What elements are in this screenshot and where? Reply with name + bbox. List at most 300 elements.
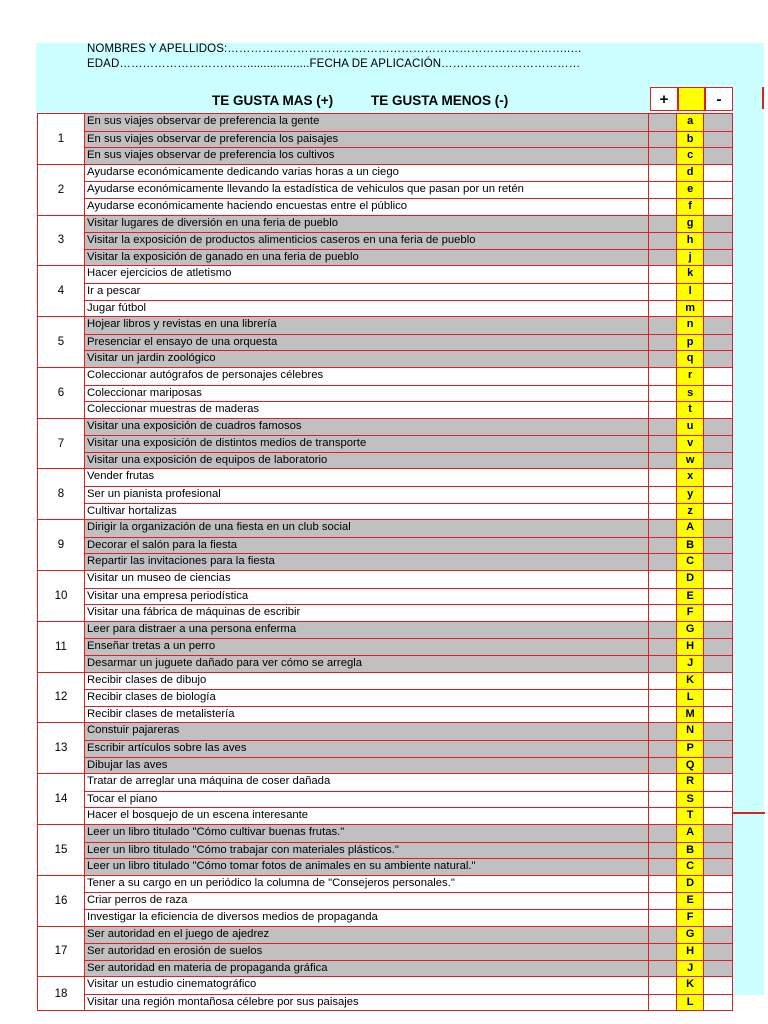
- minus-answer-cell[interactable]: [704, 402, 732, 418]
- minus-answer-cell[interactable]: [704, 825, 732, 842]
- minus-answer-cell[interactable]: [704, 317, 732, 334]
- option-letter: K: [677, 977, 704, 994]
- option-letter: J: [677, 961, 704, 977]
- option-letter: G: [677, 927, 704, 944]
- option-letter: D: [677, 571, 704, 588]
- minus-answer-cell[interactable]: [704, 250, 732, 266]
- plus-answer-cell[interactable]: [649, 961, 677, 977]
- minus-answer-cell[interactable]: [704, 504, 732, 520]
- group-number: 14: [38, 774, 85, 824]
- plus-answer-cell[interactable]: [649, 792, 677, 808]
- question-text: Constuir pajareras: [84, 723, 649, 740]
- question-group: [37, 570, 733, 622]
- question-text: Tratar de arreglar una máquina de coser dañada: [84, 774, 649, 791]
- option-letter: m: [677, 301, 704, 317]
- question-row: [84, 350, 732, 367]
- plus-answer-cell[interactable]: [649, 284, 677, 300]
- plus-column-header: +: [650, 87, 678, 111]
- question-row: [84, 114, 732, 131]
- option-letter: L: [677, 690, 704, 706]
- question-row: [84, 368, 732, 385]
- question-row: [84, 198, 732, 215]
- plus-answer-cell[interactable]: [649, 893, 677, 909]
- option-letter: B: [677, 843, 704, 859]
- question-row: [84, 774, 732, 791]
- minus-answer-cell[interactable]: [704, 673, 732, 690]
- minus-answer-cell[interactable]: [704, 589, 732, 605]
- group-number: 7: [38, 419, 85, 469]
- question-group: [37, 773, 733, 825]
- option-letter: c: [677, 148, 704, 164]
- question-text: Tener a su cargo en un periódico la columna de "Consejeros personales.": [84, 876, 649, 893]
- option-letter: H: [677, 639, 704, 655]
- plus-answer-cell[interactable]: [649, 825, 677, 842]
- column-heading-more: TE GUSTA MAS (+): [212, 93, 334, 108]
- minus-answer-cell[interactable]: [704, 368, 732, 385]
- question-text: Recibir clases de dibujo: [84, 673, 649, 690]
- question-row: [84, 622, 732, 639]
- minus-answer-cell[interactable]: [704, 927, 732, 944]
- option-letter: q: [677, 351, 704, 367]
- group-number: 3: [38, 216, 85, 266]
- group-number: 4: [38, 266, 85, 316]
- question-text: En sus viajes observar de preferencia los cultivos: [84, 148, 649, 164]
- plus-answer-cell[interactable]: [649, 453, 677, 469]
- question-text: Dirigir la organización de una fiesta en un club social: [84, 520, 649, 537]
- option-letter: C: [677, 554, 704, 570]
- plus-answer-cell[interactable]: [649, 148, 677, 164]
- plus-answer-cell[interactable]: [649, 419, 677, 436]
- question-text: Visitar lugares de diversión en una feria de pueblo: [84, 216, 649, 233]
- plus-answer-cell[interactable]: [649, 386, 677, 402]
- question-row: [84, 283, 732, 300]
- plus-answer-cell[interactable]: [649, 859, 677, 875]
- question-row: [84, 334, 732, 351]
- option-letter: n: [677, 317, 704, 334]
- plus-answer-cell[interactable]: [649, 995, 677, 1011]
- minus-answer-cell[interactable]: [704, 419, 732, 436]
- question-table: [37, 113, 733, 1011]
- question-text: Visitar una empresa periodística: [84, 589, 649, 605]
- group-number: 1: [38, 114, 85, 164]
- question-group: [37, 164, 733, 216]
- minus-answer-cell[interactable]: [704, 605, 732, 621]
- question-row: [84, 655, 732, 672]
- question-group: [37, 976, 733, 1011]
- question-group: [37, 824, 733, 876]
- plus-answer-cell[interactable]: [649, 808, 677, 824]
- minus-answer-cell[interactable]: [704, 351, 732, 367]
- minus-answer-cell[interactable]: [704, 216, 732, 233]
- question-group: [37, 418, 733, 470]
- plus-answer-cell[interactable]: [649, 351, 677, 367]
- question-text: Coleccionar autógrafos de personajes célebres: [84, 368, 649, 385]
- minus-answer-cell[interactable]: [704, 233, 732, 249]
- minus-column-header: -: [705, 87, 733, 111]
- option-letter: D: [677, 876, 704, 893]
- age-date-field-line[interactable]: EDAD……………………………...................FECHA DE APLICACIÓN………………………………: [87, 58, 581, 70]
- minus-answer-cell[interactable]: [704, 266, 732, 283]
- question-row: [84, 520, 732, 537]
- question-row: [84, 452, 732, 469]
- question-group: [37, 722, 733, 774]
- question-row: [84, 553, 732, 570]
- minus-answer-cell[interactable]: [704, 469, 732, 486]
- question-text: Visitar una fábrica de máquinas de escribir: [84, 605, 649, 621]
- group-number: 11: [38, 622, 85, 672]
- minus-answer-cell[interactable]: [704, 487, 732, 503]
- border-fragment: [762, 87, 764, 109]
- minus-answer-cell[interactable]: [704, 758, 732, 774]
- plus-answer-cell[interactable]: [649, 504, 677, 520]
- option-letter: f: [677, 199, 704, 215]
- question-text: Hacer el bosquejo de un escena interesante: [84, 808, 649, 824]
- option-letter: G: [677, 622, 704, 639]
- minus-answer-cell[interactable]: [704, 386, 732, 402]
- minus-answer-cell[interactable]: [704, 436, 732, 452]
- question-text: Visitar la exposición de ganado en una feria de pueblo: [84, 250, 649, 266]
- plus-answer-cell[interactable]: [649, 469, 677, 486]
- question-group: [37, 926, 733, 978]
- question-row: [84, 147, 732, 164]
- question-text: En sus viajes observar de preferencia la gente: [84, 114, 649, 131]
- question-row: [84, 181, 732, 198]
- option-letter: u: [677, 419, 704, 436]
- plus-answer-cell[interactable]: [649, 758, 677, 774]
- group-number: 17: [38, 927, 85, 977]
- question-row: [84, 757, 732, 774]
- plus-answer-cell[interactable]: [649, 605, 677, 621]
- minus-answer-cell[interactable]: [704, 520, 732, 537]
- question-row: [84, 673, 732, 690]
- minus-answer-cell[interactable]: [704, 774, 732, 791]
- plus-answer-cell[interactable]: [649, 368, 677, 385]
- question-row: [84, 791, 732, 808]
- option-letter: k: [677, 266, 704, 283]
- option-letter: t: [677, 402, 704, 418]
- plus-answer-cell[interactable]: [649, 723, 677, 740]
- question-row: [84, 165, 732, 182]
- question-text: Ser autoridad en materia de propaganda gráfica: [84, 961, 649, 977]
- group-number: 6: [38, 368, 85, 418]
- question-row: [84, 960, 732, 977]
- group-number: 16: [38, 876, 85, 926]
- question-text: Escribir artículos sobre las aves: [84, 741, 649, 757]
- option-letter: z: [677, 504, 704, 520]
- plus-answer-cell[interactable]: [649, 216, 677, 233]
- question-group: [37, 367, 733, 419]
- option-letter: e: [677, 182, 704, 198]
- minus-answer-cell[interactable]: [704, 808, 732, 824]
- question-text: Ayudarse económicamente dedicando varias horas a un ciego: [84, 165, 649, 182]
- question-group: [37, 316, 733, 368]
- question-text: Desarmar un juguete dañado para ver cómo se arregla: [84, 656, 649, 672]
- minus-answer-cell[interactable]: [704, 910, 732, 926]
- minus-answer-cell[interactable]: [704, 961, 732, 977]
- option-letter: A: [677, 825, 704, 842]
- plus-answer-cell[interactable]: [649, 690, 677, 706]
- question-text: Ser autoridad en erosión de suelos: [84, 944, 649, 960]
- plus-answer-cell[interactable]: [649, 487, 677, 503]
- plus-answer-cell[interactable]: [649, 538, 677, 554]
- plus-answer-cell[interactable]: [649, 132, 677, 148]
- option-letter: S: [677, 792, 704, 808]
- question-text: Coleccionar mariposas: [84, 386, 649, 402]
- option-letter: L: [677, 995, 704, 1011]
- minus-answer-cell[interactable]: [704, 859, 732, 875]
- question-row: [84, 638, 732, 655]
- letter-column-header: [678, 87, 705, 111]
- minus-answer-cell[interactable]: [704, 538, 732, 554]
- question-text: Ser un pianista profesional: [84, 487, 649, 503]
- question-row: [84, 943, 732, 960]
- question-row: [84, 401, 732, 418]
- question-text: Ir a pescar: [84, 284, 649, 300]
- option-letter: l: [677, 284, 704, 300]
- question-row: [84, 249, 732, 266]
- question-text: Leer un libro titulado "Cómo cultivar buenas frutas.": [84, 825, 649, 842]
- question-row: [84, 385, 732, 402]
- question-text: En sus viajes observar de preferencia los paisajes: [84, 132, 649, 148]
- option-letter: K: [677, 673, 704, 690]
- question-row: [84, 842, 732, 859]
- question-text: Recibir clases de biología: [84, 690, 649, 706]
- minus-answer-cell[interactable]: [704, 335, 732, 351]
- option-letter: H: [677, 944, 704, 960]
- question-row: [84, 537, 732, 554]
- question-text: Leer un libro titulado "Cómo tomar fotos de animales en su ambiente natural.": [84, 859, 649, 875]
- option-letter: N: [677, 723, 704, 740]
- group-number: 9: [38, 520, 85, 570]
- plus-answer-cell[interactable]: [649, 656, 677, 672]
- question-text: Leer para distraer a una persona enferma: [84, 622, 649, 639]
- plus-answer-cell[interactable]: [649, 673, 677, 690]
- plus-answer-cell[interactable]: [649, 589, 677, 605]
- option-letter: E: [677, 893, 704, 909]
- question-text: Ser autoridad en el juego de ajedrez: [84, 927, 649, 944]
- plus-answer-cell[interactable]: [649, 977, 677, 994]
- option-letter: Q: [677, 758, 704, 774]
- question-text: Hacer ejercicios de atletismo: [84, 266, 649, 283]
- plus-answer-cell[interactable]: [649, 639, 677, 655]
- question-row: [84, 486, 732, 503]
- question-row: [84, 909, 732, 926]
- minus-answer-cell[interactable]: [704, 554, 732, 570]
- question-group: [37, 113, 733, 165]
- plus-answer-cell[interactable]: [649, 182, 677, 198]
- border-fragment: [733, 812, 765, 814]
- plus-answer-cell[interactable]: [649, 266, 677, 283]
- option-letter: E: [677, 589, 704, 605]
- question-group: [37, 875, 733, 927]
- minus-answer-cell[interactable]: [704, 114, 732, 131]
- question-row: [84, 858, 732, 875]
- option-letter: g: [677, 216, 704, 233]
- option-letter: b: [677, 132, 704, 148]
- minus-answer-cell[interactable]: [704, 707, 732, 723]
- plus-answer-cell[interactable]: [649, 317, 677, 334]
- minus-answer-cell[interactable]: [704, 843, 732, 859]
- question-text: Dibujar las aves: [84, 758, 649, 774]
- option-letter: R: [677, 774, 704, 791]
- option-letter: T: [677, 808, 704, 824]
- question-text: Ayudarse económicamente haciendo encuestas entre el público: [84, 199, 649, 215]
- option-letter: r: [677, 368, 704, 385]
- option-letter: M: [677, 707, 704, 723]
- plus-answer-cell[interactable]: [649, 741, 677, 757]
- question-row: [84, 232, 732, 249]
- question-group: [37, 519, 733, 571]
- option-letter: A: [677, 520, 704, 537]
- question-text: Decorar el salón para la fiesta: [84, 538, 649, 554]
- question-text: Ayudarse económicamente llevando la estadística de vehiculos que pasan por un retén: [84, 182, 649, 198]
- group-number: 13: [38, 723, 85, 773]
- minus-answer-cell[interactable]: [704, 284, 732, 300]
- minus-answer-cell[interactable]: [704, 741, 732, 757]
- question-row: [84, 588, 732, 605]
- minus-answer-cell[interactable]: [704, 622, 732, 639]
- minus-answer-cell[interactable]: [704, 792, 732, 808]
- option-letter: P: [677, 741, 704, 757]
- option-letter: x: [677, 469, 704, 486]
- minus-answer-cell[interactable]: [704, 876, 732, 893]
- question-row: [84, 419, 732, 436]
- minus-answer-cell[interactable]: [704, 453, 732, 469]
- question-row: [84, 131, 732, 148]
- plus-answer-cell[interactable]: [649, 402, 677, 418]
- question-row: [84, 706, 732, 723]
- question-text: Visitar un museo de ciencias: [84, 571, 649, 588]
- column-heading-less: TE GUSTA MENOS (-): [371, 93, 509, 108]
- question-group: [37, 621, 733, 673]
- plus-answer-cell[interactable]: [649, 843, 677, 859]
- option-letter: F: [677, 605, 704, 621]
- option-letter: J: [677, 656, 704, 672]
- plus-answer-cell[interactable]: [649, 301, 677, 317]
- question-text: Leer un libro titulado "Cómo trabajar con materiales plásticos.": [84, 843, 649, 859]
- group-number: 2: [38, 165, 85, 215]
- question-text: Visitar la exposición de productos alimenticios caseros en una feria de pueblo: [84, 233, 649, 249]
- question-text: Presenciar el ensayo de una orquesta: [84, 335, 649, 351]
- minus-answer-cell[interactable]: [704, 165, 732, 182]
- question-group: [37, 672, 733, 724]
- question-row: [84, 300, 732, 317]
- minus-answer-cell[interactable]: [704, 571, 732, 588]
- plus-answer-cell[interactable]: [649, 944, 677, 960]
- option-letter: y: [677, 487, 704, 503]
- question-text: Coleccionar muestras de maderas: [84, 402, 649, 418]
- option-letter: B: [677, 538, 704, 554]
- question-text: Hojear libros y revistas en una librería: [84, 317, 649, 334]
- plus-answer-cell[interactable]: [649, 554, 677, 570]
- minus-answer-cell[interactable]: [704, 639, 732, 655]
- plus-answer-cell[interactable]: [649, 199, 677, 215]
- plus-answer-cell[interactable]: [649, 250, 677, 266]
- question-row: [84, 216, 732, 233]
- plus-answer-cell[interactable]: [649, 520, 677, 537]
- minus-answer-cell[interactable]: [704, 944, 732, 960]
- plus-answer-cell[interactable]: [649, 774, 677, 791]
- question-text: Visitar una exposición de cuadros famosos: [84, 419, 649, 436]
- question-row: [84, 994, 732, 1011]
- option-letter: p: [677, 335, 704, 351]
- minus-answer-cell[interactable]: [704, 723, 732, 740]
- question-text: Investigar la eficiencia de diversos medios de propaganda: [84, 910, 649, 926]
- option-letter: d: [677, 165, 704, 182]
- question-row: [84, 266, 732, 283]
- minus-answer-cell[interactable]: [704, 977, 732, 994]
- minus-answer-cell[interactable]: [704, 690, 732, 706]
- group-number: 8: [38, 469, 85, 519]
- question-text: Vender frutas: [84, 469, 649, 486]
- minus-answer-cell[interactable]: [704, 995, 732, 1011]
- group-number: 15: [38, 825, 85, 875]
- question-text: Cultivar hortalizas: [84, 504, 649, 520]
- minus-answer-cell[interactable]: [704, 148, 732, 164]
- plus-answer-cell[interactable]: [649, 436, 677, 452]
- minus-answer-cell[interactable]: [704, 199, 732, 215]
- plus-answer-cell[interactable]: [649, 622, 677, 639]
- option-letter: h: [677, 233, 704, 249]
- question-group: [37, 265, 733, 317]
- minus-answer-cell[interactable]: [704, 182, 732, 198]
- minus-answer-cell[interactable]: [704, 656, 732, 672]
- option-letter: a: [677, 114, 704, 131]
- question-group: [37, 215, 733, 267]
- question-row: [84, 503, 732, 520]
- group-number: 18: [38, 977, 85, 1010]
- plus-answer-cell[interactable]: [649, 335, 677, 351]
- question-text: Enseñar tretas a un perro: [84, 639, 649, 655]
- option-letter: s: [677, 386, 704, 402]
- plus-answer-cell[interactable]: [649, 233, 677, 249]
- minus-answer-cell[interactable]: [704, 132, 732, 148]
- question-text: Visitar una exposición de distintos medios de transporte: [84, 436, 649, 452]
- plus-answer-cell[interactable]: [649, 114, 677, 131]
- option-letter: v: [677, 436, 704, 452]
- option-letter: j: [677, 250, 704, 266]
- question-text: Visitar una exposición de equipos de laboratorio: [84, 453, 649, 469]
- question-row: [84, 892, 732, 909]
- plus-answer-cell[interactable]: [649, 876, 677, 893]
- group-number: 12: [38, 673, 85, 723]
- question-row: [84, 604, 732, 621]
- plus-answer-cell[interactable]: [649, 927, 677, 944]
- minus-answer-cell[interactable]: [704, 893, 732, 909]
- question-row: [84, 723, 732, 740]
- plus-answer-cell[interactable]: [649, 707, 677, 723]
- question-text: Visitar un jardin zoológico: [84, 351, 649, 367]
- group-number: 5: [38, 317, 85, 367]
- question-row: [84, 977, 732, 994]
- option-letter: F: [677, 910, 704, 926]
- question-row: [84, 825, 732, 842]
- question-row: [84, 876, 732, 893]
- minus-answer-cell[interactable]: [704, 301, 732, 317]
- question-text: Jugar fútbol: [84, 301, 649, 317]
- question-text: Visitar una región montañosa célebre por sus paisajes: [84, 995, 649, 1011]
- plus-answer-cell[interactable]: [649, 571, 677, 588]
- question-row: [84, 740, 732, 757]
- question-row: [84, 689, 732, 706]
- plus-answer-cell[interactable]: [649, 165, 677, 182]
- question-row: [84, 469, 732, 486]
- plus-answer-cell[interactable]: [649, 910, 677, 926]
- question-row: [84, 571, 732, 588]
- question-row: [84, 927, 732, 944]
- option-letter: w: [677, 453, 704, 469]
- name-field-line[interactable]: NOMBRES Y APELLIDOS:……………………………………………………………………………..…: [87, 43, 582, 55]
